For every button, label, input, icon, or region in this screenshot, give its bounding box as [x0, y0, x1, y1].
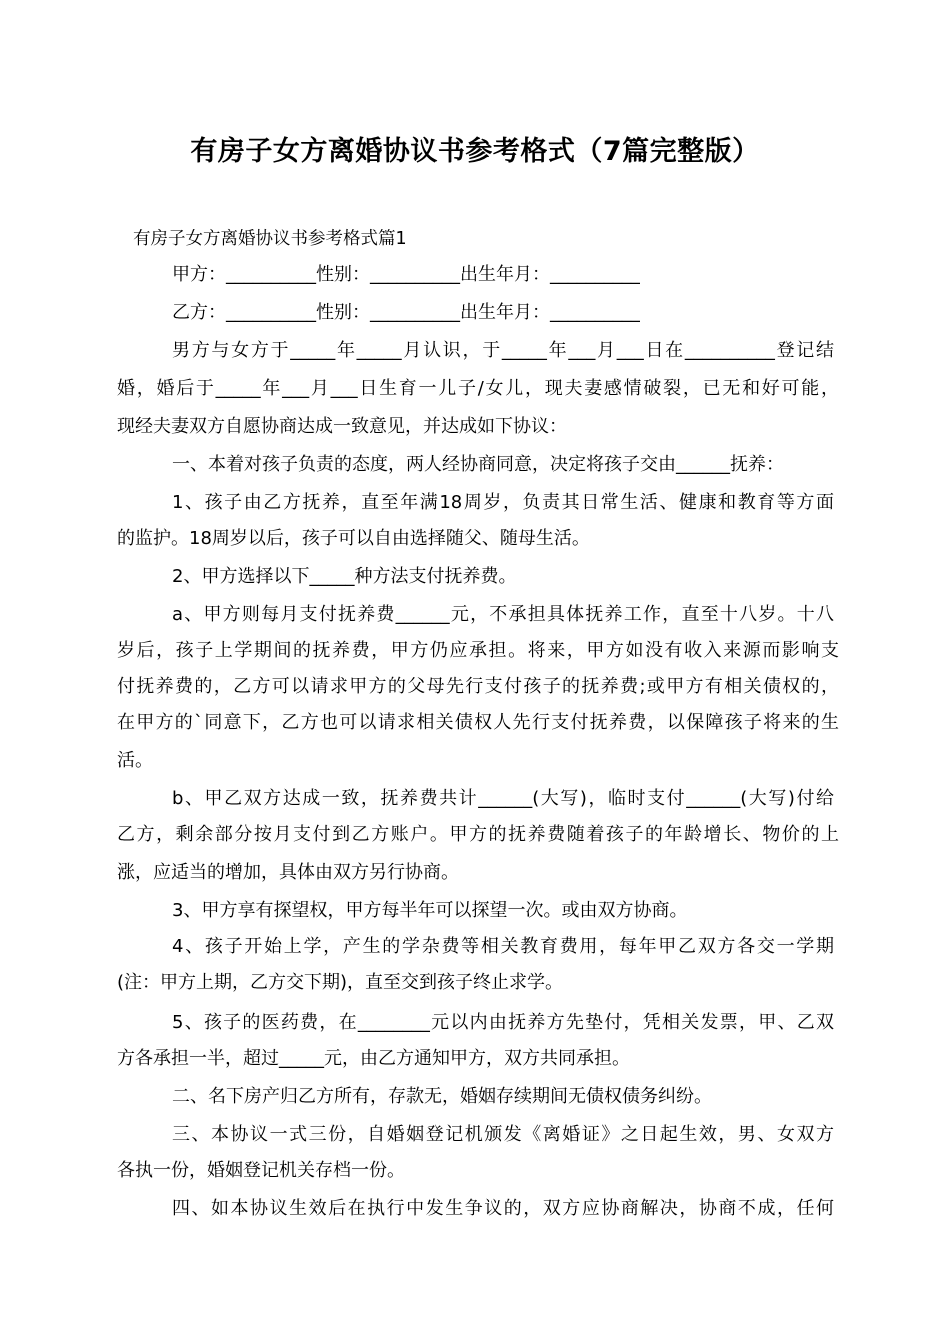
clause-line: 4、孩子开始上学，产生的学杂费等相关教育费用，每年甲乙双方各交一学期 — [172, 936, 834, 957]
paragraph-line: 男方与女方于_____年_____月认识，于_____年___月___日在__________登记结 — [172, 340, 834, 361]
clause-line: b、甲乙双方达成一致，抚养费共计______(大写)，临时支付______(大写)付给 — [172, 788, 834, 809]
clause-line: 方各承担一半，超过_____元，由乙方通知甲方，双方共同承担。 — [117, 1048, 630, 1069]
clause-line: 四、如本协议生效后在执行中发生争议的，双方应协商解决，协商不成，任何 — [172, 1198, 834, 1219]
clause-line: 二、名下房产归乙方所有，存款无，婚姻存续期间无债权债务纠纷。 — [172, 1086, 712, 1107]
clause-line: (注：甲方上期，乙方交下期)，直至交到孩子终止求学。 — [117, 972, 564, 993]
clause-line: 5、孩子的医药费，在________元以内由抚养方先垫付，凭相关发票，甲、乙双 — [172, 1012, 834, 1033]
paragraph-line: 婚，婚后于_____年___月___日生育一儿子/女儿，现夫妻感情破裂，已无和好可能， — [117, 378, 839, 399]
clause-line: 三、本协议一式三份，自婚姻登记机颁发《离婚证》之日起生效，男、女双方 — [172, 1124, 834, 1145]
clause-line: 各执一份，婚姻登记机关存档一份。 — [117, 1160, 405, 1181]
clause-line: 岁后，孩子上学期间的抚养费，甲方仍应承担。将来，甲方如没有收入来源而影响支 — [117, 640, 839, 661]
section-heading: 有房子女方离婚协议书参考格式篇1 — [133, 229, 407, 249]
party-b-line: 乙方：__________性别：__________出生年月：__________ — [172, 302, 640, 323]
clause-line: 一、本着对孩子负责的态度，两人经协商同意，决定将孩子交由______抚养： — [172, 454, 784, 475]
clause-line: 涨，应适当的增加，具体由双方另行协商。 — [117, 862, 459, 883]
clause-line: a、甲方则每月支付抚养费______元，不承担具体抚养工作，直至十八岁。十八 — [172, 604, 834, 625]
clause-line: 2、甲方选择以下_____种方法支付抚养费。 — [172, 566, 517, 587]
clause-line: 付抚养费的，乙方可以请求甲方的父母先行支付孩子的抚养费;或甲方有相关债权的， — [117, 676, 839, 697]
clause-line: 的监护。18周岁以后，孩子可以自由选择随父、随母生活。 — [117, 528, 590, 549]
clause-line: 乙方，剩余部分按月支付到乙方账户。甲方的抚养费随着孩子的年龄增长、物价的上 — [117, 824, 839, 845]
paragraph-line: 现经夫妻双方自愿协商达成一致意见，并达成如下协议： — [117, 416, 567, 437]
clause-line: 在甲方的`同意下，乙方也可以请求相关债权人先行支付抚养费，以保障孩子将来的生 — [117, 712, 839, 733]
document-title: 有房子女方离婚协议书参考格式（7篇完整版） — [190, 136, 760, 167]
party-a-line: 甲方：__________性别：__________出生年月：__________ — [172, 264, 640, 285]
clause-line: 活。 — [117, 750, 153, 771]
clause-line: 3、甲方享有探望权，甲方每半年可以探望一次。或由双方协商。 — [172, 900, 688, 921]
clause-line: 1、孩子由乙方抚养，直至年满18周岁，负责其日常生活、健康和教育等方面 — [172, 492, 834, 513]
